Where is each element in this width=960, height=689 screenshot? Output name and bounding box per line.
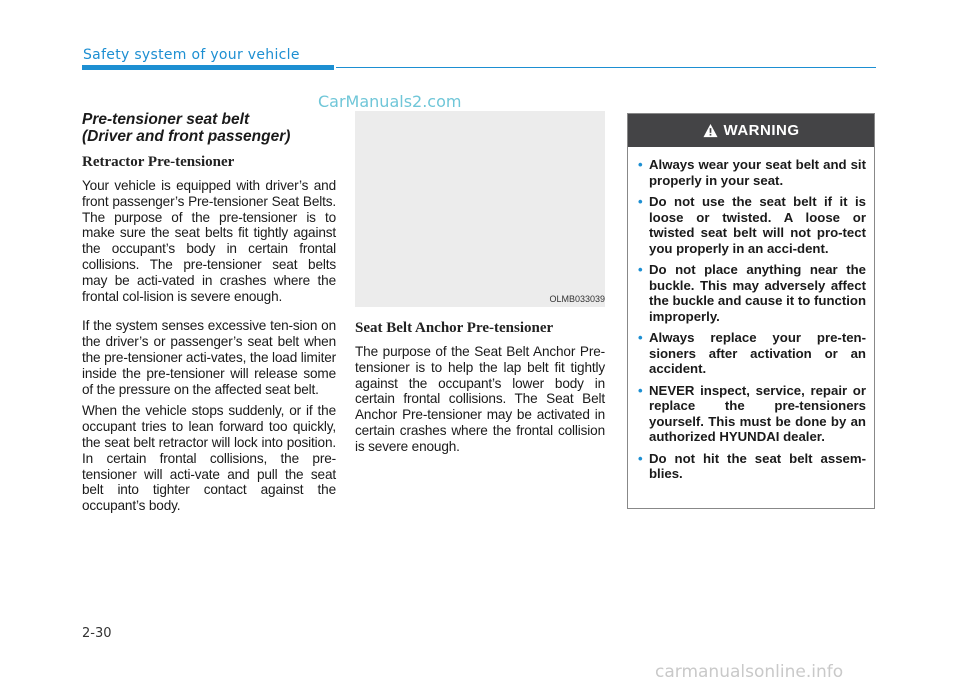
warning-header [628, 114, 874, 147]
warning-triangle-icon [703, 123, 718, 138]
paragraph-load-limiter: If the system senses excessive ten-sion on the driver’s or passenger’s seat belt when the pre-tensioner acti-vates, the load limiter inside the pre-tensioner will release some of the pressure on the affected seat belt. [82, 318, 336, 397]
bullet-icon: • [638, 194, 643, 209]
bullet-icon: • [638, 382, 643, 398]
left-column [82, 111, 336, 528]
figure-label: OLMB033039 [549, 294, 605, 304]
bullet-icon: • [638, 262, 643, 277]
anchor-subheading: Seat Belt Anchor Pre-tensioner [355, 320, 554, 336]
watermark-bottom[interactable]: carmanualsonline.info [655, 662, 844, 682]
watermark-top[interactable]: CarManuals2.com [318, 92, 462, 111]
bullet-icon: • [638, 450, 643, 466]
figure-image [355, 111, 605, 307]
section-heading-line1: Pre-tensioner seat belt [82, 111, 250, 128]
warning-item: • Do not use the seat belt if it is loose or twisted. A loose or twisted seat belt will not pro-tect you properly in an acci-dent. [638, 194, 866, 256]
warning-item: • NEVER inspect, service, repair or replace the pre-tensioners yourself. This must be done by an authorized HYUNDAI dealer. [638, 382, 866, 444]
section-title: Safety system of your vehicle [83, 47, 300, 63]
warning-item: • Do not place anything near the buckle. This may adversely affect the buckle and cause it to function improperly. [638, 262, 866, 324]
header-rule [336, 67, 876, 68]
retractor-subheading: Retractor Pre-tensioner [82, 154, 235, 170]
header-accent-bar [82, 65, 334, 70]
middle-column [355, 111, 605, 469]
bullet-icon: • [638, 330, 643, 345]
warning-list [628, 147, 874, 482]
paragraph-retractor-lock: When the vehicle stops suddenly, or if the occupant tries to lean forward too quickly, the seat belt retractor will lock into position. In certain frontal collisions, the pre-tensioner will acti-vate and pull the seat belt into tighter contact against the occupant’s body. [82, 403, 336, 514]
warning-item: • Always wear your seat belt and sit properly in your seat. [638, 157, 866, 188]
paragraph-anchor: The purpose of the Seat Belt Anchor Pre-tensioner is to help the lap belt fit tightly against the occupant’s lower body in certain frontal collisions. The Seat Belt Anchor Pre-tensioner may be activated in certain crashes where the frontal collision is severe enough. [355, 344, 605, 454]
section-heading-line2: (Driver and front passenger) [82, 128, 291, 145]
warning-box [627, 113, 875, 509]
paragraph-intro: Your vehicle is equipped with driver’s and front passenger’s Pre-tensioner Seat Belts. The purpose of the pre-tensioner is to make sure the seat belts fit tightly against the occupant’s body in certain frontal collisions. The pre-tensioner seat belts may be acti-vated in crashes where the frontal col-lision is severe enough. [82, 178, 336, 304]
warning-item: • Always replace your pre-ten-sioners after activation or an accident. [638, 330, 866, 376]
warning-title: WARNING [723, 122, 800, 139]
warning-item: • Do not hit the seat belt assem-blies. [638, 450, 866, 481]
bullet-icon: • [638, 157, 643, 172]
page-number: 2-30 [82, 626, 112, 641]
